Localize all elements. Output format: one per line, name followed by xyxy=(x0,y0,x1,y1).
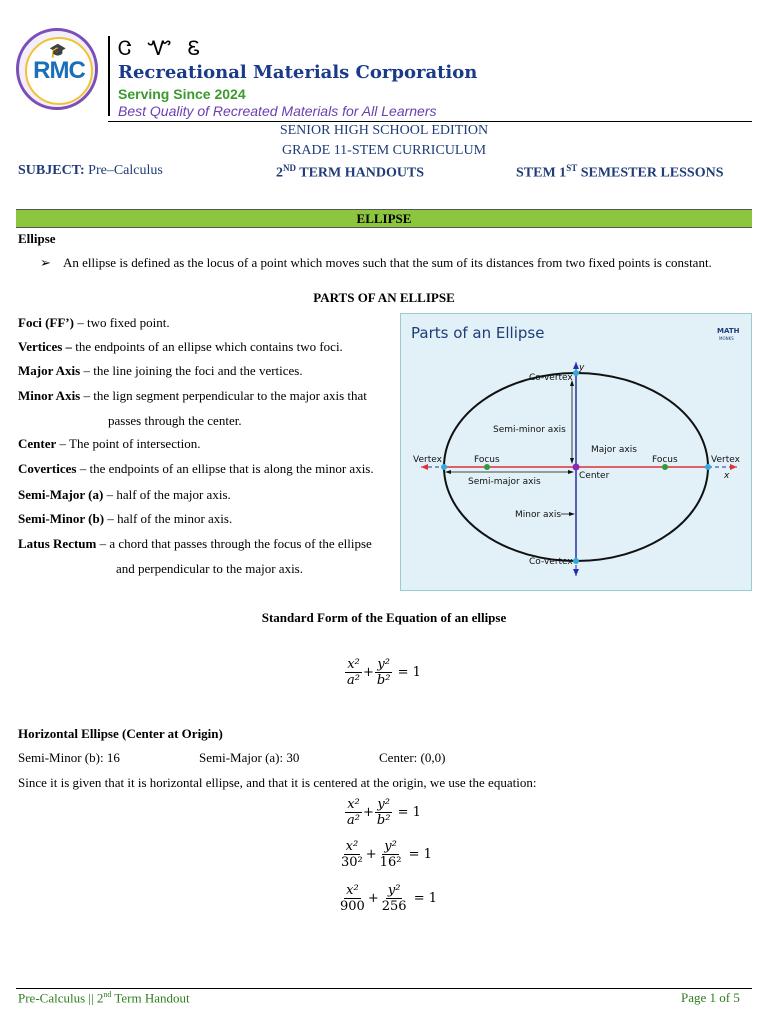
part-desc: – half of the minor axis. xyxy=(104,511,233,526)
label-vertex-left: Vertex xyxy=(413,455,442,465)
eq-rhs: = 1 xyxy=(397,805,421,820)
example-explanation: Since it is given that it is horizontal ellipse, and that it is centered at the origin, we use the equation: xyxy=(18,775,537,790)
header-rule xyxy=(108,121,752,122)
part-vertices xyxy=(18,339,343,355)
parts-heading: PARTS OF AN ELLIPSE xyxy=(313,290,455,305)
label-minor-axis: Minor axis xyxy=(515,510,562,520)
eq-numerator: x² xyxy=(347,657,360,672)
part-minor-axis xyxy=(18,388,367,404)
header-glyphs: ᏣᏉᏋ xyxy=(118,36,217,60)
label-focus-left: Focus xyxy=(474,455,500,465)
figure-title: Parts of an Ellipse xyxy=(411,324,545,342)
label-y: y xyxy=(579,363,585,373)
part-desc: – the endpoints of an ellipse that is along the minor axis. xyxy=(76,461,374,476)
eq-rhs: = 1 xyxy=(408,847,432,862)
company-logo xyxy=(16,28,98,110)
footer-left-rest: Term Handout xyxy=(111,990,190,1006)
corporation-name: Recreational Materials Corporation xyxy=(118,62,478,83)
part-latus-rectum-cont: and perpendicular to the major axis. xyxy=(116,561,303,576)
eq-denominator: 256 xyxy=(381,899,407,914)
equation-step-1: $\frac{\text{x²}}{\text{a²}}$ + $\frac{\text{y²}}{\text{b²}}$ = 1 xyxy=(347,797,421,828)
eq-denominator: 900 xyxy=(340,899,365,914)
intro-heading: Ellipse xyxy=(18,231,56,246)
tagline: Best Quality of Recreated Materials for All Learners xyxy=(118,103,437,119)
eq-numerator: x² xyxy=(346,883,359,898)
edition-line-2: GRADE 11-STEM CURRICULUM xyxy=(281,143,487,158)
part-center xyxy=(18,436,200,452)
standard-form-heading: Standard Form of the Equation of an ellipse xyxy=(261,610,507,625)
eq-rhs: = 1 xyxy=(413,891,437,906)
y-axis-bottom-arrow xyxy=(573,569,579,576)
brand-bottom: MONKS xyxy=(719,336,734,341)
eq-denominator: 16² xyxy=(379,855,402,870)
semester-sup: ST xyxy=(566,163,578,173)
eq-numerator: y² xyxy=(377,797,390,812)
example-heading: Horizontal Ellipse (Center at Origin) xyxy=(18,726,223,741)
subject-value: Pre–Calculus xyxy=(88,163,163,178)
example-semi-major: Semi-Major (a): 30 xyxy=(199,750,300,765)
part-desc: – the lign segment perpendicular to the major axis that xyxy=(80,388,367,403)
bullet-arrow-icon: ➢ xyxy=(40,255,51,270)
semester-lessons xyxy=(516,163,724,182)
part-term: Vertices – xyxy=(18,339,73,354)
ellipse-diagram xyxy=(401,314,751,590)
part-major-axis xyxy=(18,363,303,379)
label-vertex-right: Vertex xyxy=(711,455,740,465)
semi-minor-arrow-bottom xyxy=(570,458,574,464)
eq-denominator: a² xyxy=(347,673,360,688)
eq-denominator: b² xyxy=(376,673,391,688)
part-term: Foci (FF’) xyxy=(18,315,74,330)
part-desc: – a chord that passes through the focus of the ellipse xyxy=(96,536,372,551)
part-semi-minor xyxy=(18,511,232,527)
covertex-bottom-point xyxy=(573,558,579,564)
part-desc: the endpoints of an ellipse which contains two foci. xyxy=(72,339,343,354)
term-rest: TERM HANDOUTS xyxy=(296,165,425,181)
footer-left-pre: Pre-Calculus || 2 xyxy=(18,990,104,1006)
part-foci xyxy=(18,315,170,331)
subject-line xyxy=(18,163,163,179)
part-term: Covertices xyxy=(18,461,77,476)
label-semi-major: Semi-major axis xyxy=(468,477,541,487)
part-term: Minor Axis xyxy=(18,388,81,403)
minor-axis-pointer-arrow xyxy=(569,512,575,516)
graduation-cap-icon: 🎓 xyxy=(49,44,67,59)
eq-denominator: 30² xyxy=(341,855,363,870)
part-covertices xyxy=(18,461,374,477)
equation-step-2: $\frac{\text{x²}}{\text{30²}}$ + $\frac{\text{y²}}{\text{16²}}$ = 1 xyxy=(341,839,432,870)
center-point xyxy=(573,464,580,471)
part-desc: – the line joining the foci and the vertices. xyxy=(80,363,303,378)
section-title-bar: ELLIPSE xyxy=(16,209,752,228)
part-term: Semi-Major (a) xyxy=(18,487,104,502)
standard-equation: $\frac{\text{x²}}{\text{a²}}$ + $\frac{\text{y²}}{\text{b²}}$ = 1 xyxy=(347,657,421,688)
part-minor-axis-cont: passes through the center. xyxy=(108,413,242,428)
footer-left-sup: nd xyxy=(103,990,112,999)
eq-denominator: a² xyxy=(347,813,360,828)
part-desc: – two fixed point. xyxy=(73,315,170,330)
edition-line-1: SENIOR HIGH SCHOOL EDITION xyxy=(279,123,489,138)
term-number: 2 xyxy=(276,165,283,181)
eq-numerator: x² xyxy=(347,797,360,812)
part-term: Center xyxy=(18,436,57,451)
label-covertex-top: Co-vertex xyxy=(529,373,573,383)
eq-numerator: y² xyxy=(387,883,401,898)
serving-since: Serving Since 2024 xyxy=(118,86,246,102)
label-center: Center xyxy=(579,471,610,481)
subject-label: SUBJECT: xyxy=(18,163,85,178)
semi-major-arrow-right xyxy=(568,470,574,474)
label-major-axis: Major axis xyxy=(591,445,637,455)
page-number: Page 1 of 5 xyxy=(681,990,740,1005)
label-focus-right: Focus xyxy=(652,455,678,465)
part-desc: – The point of intersection. xyxy=(56,436,201,451)
logo-text: RMC xyxy=(33,57,85,84)
eq-numerator: x² xyxy=(345,839,359,854)
label-x: x xyxy=(724,471,730,481)
header-divider xyxy=(108,36,110,116)
example-semi-minor: Semi-Minor (b): 16 xyxy=(18,750,120,765)
equation-step-3: $\frac{\text{x²}}{900}$ + $\frac{\text{y²}}{256}$ = 1 xyxy=(340,883,437,914)
example-center: Center: (0,0) xyxy=(379,750,446,765)
term-handouts xyxy=(276,163,424,182)
part-term: Major Axis xyxy=(18,363,81,378)
part-semi-major xyxy=(18,487,231,503)
eq-rhs: = 1 xyxy=(397,665,421,680)
semester-pre: STEM 1 xyxy=(516,165,567,181)
semester-rest: SEMESTER LESSONS xyxy=(577,165,724,181)
part-term: Latus Rectum xyxy=(18,536,97,551)
label-semi-minor: Semi-minor axis xyxy=(493,425,566,435)
eq-numerator: y² xyxy=(384,839,397,854)
ellipse-figure xyxy=(400,313,752,591)
eq-denominator: b² xyxy=(376,813,391,828)
footer-rule xyxy=(16,988,752,989)
part-desc: – half of the major axis. xyxy=(103,487,231,502)
label-covertex-bottom: Co-vertex xyxy=(529,557,573,567)
intro-definition: An ellipse is defined as the locus of a point which moves such that the sum of its distances from two fixed points is constant. xyxy=(63,255,712,270)
term-sup: ND xyxy=(283,163,296,173)
part-term: Semi-Minor (b) xyxy=(18,511,105,526)
part-latus-rectum xyxy=(18,536,372,552)
brand-top: MATH xyxy=(717,327,740,335)
semi-major-arrow-left xyxy=(445,470,451,474)
footer-left xyxy=(18,990,190,1006)
eq-numerator: y² xyxy=(377,657,390,672)
